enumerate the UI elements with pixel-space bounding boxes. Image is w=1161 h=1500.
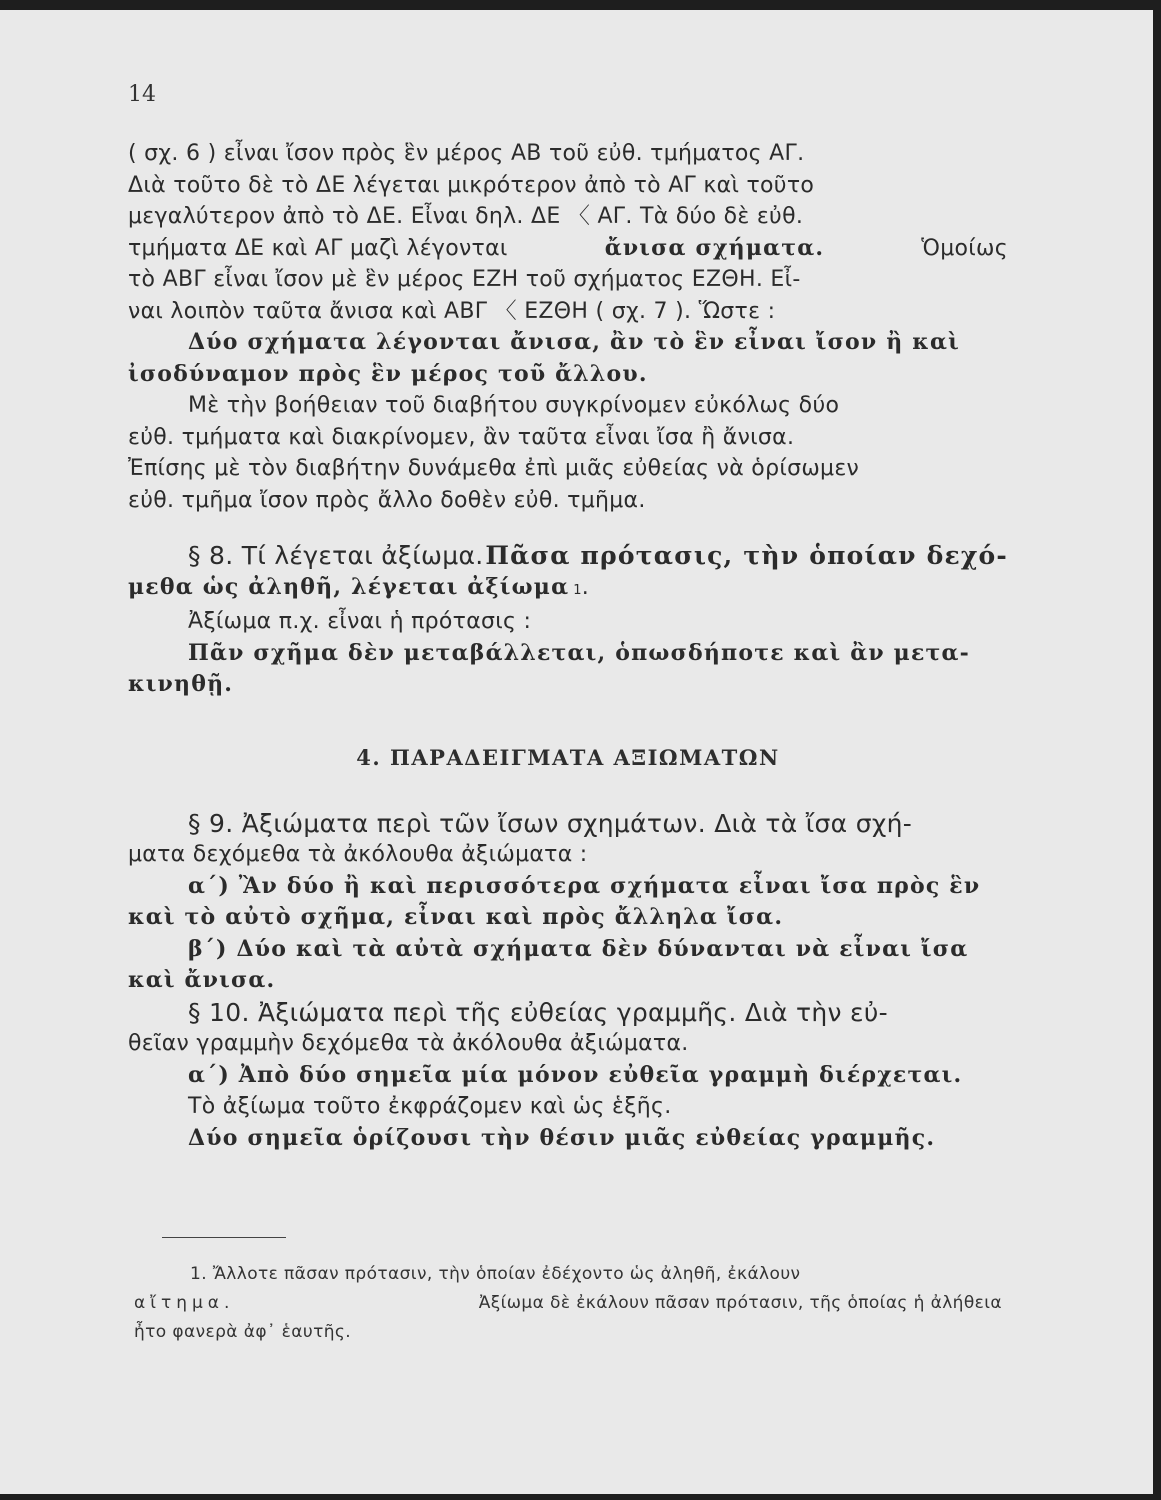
footnote	[134, 1260, 1002, 1347]
text-line	[128, 233, 1008, 265]
axiom-b-line: καὶ ἄνισα.	[128, 967, 276, 993]
text-line: εὐθ. τμήματα καὶ διακρίνομεν, ἂν ταῦτα εἶναι ἴσα ἢ ἄνισα.	[128, 424, 795, 450]
text-run: Ὁμοίως	[921, 235, 1008, 261]
text-line: Ἐπίσης μὲ τὸν διαβήτην δυνάμεθα ἐπὶ μιᾶς εὐθείας νὰ ὁρίσωμεν	[128, 456, 860, 481]
text-line: Διὰ τοῦτο δὲ τὸ ΔΕ λέγεται μικρότερον ἀπὸ τὸ ΑΓ καὶ τοῦτο	[128, 172, 815, 198]
text-line: ναι λοιπὸν ταῦτα ἄνισα καὶ ΑΒΓ 〈 ΕΖΘΗ ( σχ. 7 ). Ὥστε :	[128, 298, 776, 324]
section-8-line	[128, 540, 1008, 572]
line-axiom-restated: Δύο σημεῖα ὁρίζουσι τὴν θέσιν μιᾶς εὐθείας γραμμῆς.	[188, 1124, 936, 1151]
example-axiom-line: κινηθῇ.	[128, 671, 234, 697]
footnote-line: ἦτο φανερὰ ἀφ᾽ ἑαυτῆς.	[134, 1322, 352, 1342]
text-line: Τὸ ἀξίωμα τοῦτο ἐκφράζομεν καὶ ὡς ἑξῆς.	[188, 1094, 672, 1119]
axiom-b-line: β΄) Δύο καὶ τὰ αὐτὰ σχήματα δὲν δύνανται νὰ εἶναι ἴσα	[188, 935, 969, 962]
definition-unequal-line: Δύο σχήματα λέγονται ἄνισα, ἂν τὸ ἓν εἶναι ἴσον ἢ καὶ	[188, 329, 960, 355]
scan-border-bottom	[0, 1494, 1161, 1500]
footnote-line	[134, 1289, 1002, 1318]
footnote-rule	[162, 1237, 286, 1238]
text-line: μεγαλύτερον ἀπὸ τὸ ΔΕ. Εἶναι δηλ. ΔΕ 〈 ΑΓ. Τὰ δύο δὲ εὐθ.	[128, 204, 804, 229]
example-axiom-line: Πᾶν σχῆμα δὲν μεταβάλλεται, ὁπωσδήποτε καὶ ἂν μετα-	[188, 639, 970, 666]
axiom-a-line: α΄) Ἂν δύο ἢ καὶ περισσότερα σχήματα εἶναι ἴσα πρὸς ἓν	[188, 872, 981, 899]
text-line: τὸ ΑΒΓ εἶναι ἴσον μὲ ἓν μέρος ΕΖΗ τοῦ σχήματος ΕΖΘΗ. Εἶ-	[128, 267, 801, 292]
text-line: Ἀξίωμα π.χ. εἶναι ἡ πρότασις :	[188, 609, 532, 634]
section-8-title: § 8. Τί λέγεται ἀξίωμα.	[188, 541, 484, 570]
definition-unequal-line: ἰσοδύναμον πρὸς ἓν μέρος τοῦ ἄλλου.	[128, 360, 648, 387]
term-unequal-figures: ἄνισα σχήματα.	[604, 234, 825, 261]
axiom-definition: μεθα ὡς ἀληθῆ, λέγεται ἀξίωμα	[128, 573, 570, 600]
text-run: τμήματα ΔΕ καὶ ΑΓ μαζὶ λέγονται	[128, 235, 508, 261]
page-body	[128, 138, 1008, 1154]
text-line: Μὲ τὴν βοήθειαν τοῦ διαβήτου συγκρίνομεν εὐκόλως δύο	[188, 393, 840, 418]
footnote-line: 1. Ἄλλοτε πᾶσαν πρότασιν, τὴν ὁποίαν ἐδέχοντο ὡς ἀληθῆ, ἐκάλουν	[190, 1264, 801, 1284]
section-heading: 4. ΠΑΡΑΔΕΙΓΜΑΤΑ ΑΞΙΩΜΑΤΩΝ	[356, 744, 780, 770]
axiom-a-line: καὶ τὸ αὐτὸ σχῆμα, εἶναι καὶ πρὸς ἄλληλα ἴσα.	[128, 904, 784, 930]
text-line: ( σχ. 6 ) εἶναι ἴσον πρὸς ἓν μέρος ΑΒ τοῦ εὐθ. τμήματος ΑΓ.	[128, 141, 805, 166]
scan-border-top	[0, 0, 1161, 10]
section-8-line: μεθα ὡς ἀληθῆ, λέγεται ἀξίωμα 1 .	[128, 572, 1008, 607]
section-9-line: ματα δεχόμεθα τὰ ἀκόλουθα ἀξιώματα :	[128, 842, 588, 867]
text-line: εὐθ. τμῆμα ἴσον πρὸς ἄλλο δοθὲν εὐθ. τμῆμα.	[128, 487, 646, 513]
footnote-term: αἴτημα.	[134, 1293, 235, 1313]
axiom-definition: Πᾶσα πρότασις, τὴν ὁποίαν δεχό-	[485, 541, 1008, 570]
section-10-line: § 10. Ἀξιώματα περὶ τῆς εὐθείας γραμμῆς. Διὰ τὴν εὐ-	[188, 997, 888, 1027]
line-axiom: α΄) Ἀπὸ δύο σημεῖα μία μόνον εὐθεῖα γραμμὴ διέρχεται.	[188, 1061, 963, 1088]
section-9-line: § 9. Ἀξιώματα περὶ τῶν ἴσων σχημάτων. Διὰ τὰ ἴσα σχή-	[188, 808, 913, 838]
footnote-marker: 1	[573, 582, 582, 598]
scan-border-right	[1153, 0, 1161, 1500]
page-number: 14	[128, 82, 156, 107]
section-10-line: θεῖαν γραμμὴν δεχόμεθα τὰ ἀκόλουθα ἀξιώματα.	[128, 1031, 689, 1056]
footnote-text: Ἀξίωμα δὲ ἐκάλουν πᾶσαν πρότασιν, τῆς ὁποίας ἡ ἀλήθεια	[478, 1293, 1002, 1313]
